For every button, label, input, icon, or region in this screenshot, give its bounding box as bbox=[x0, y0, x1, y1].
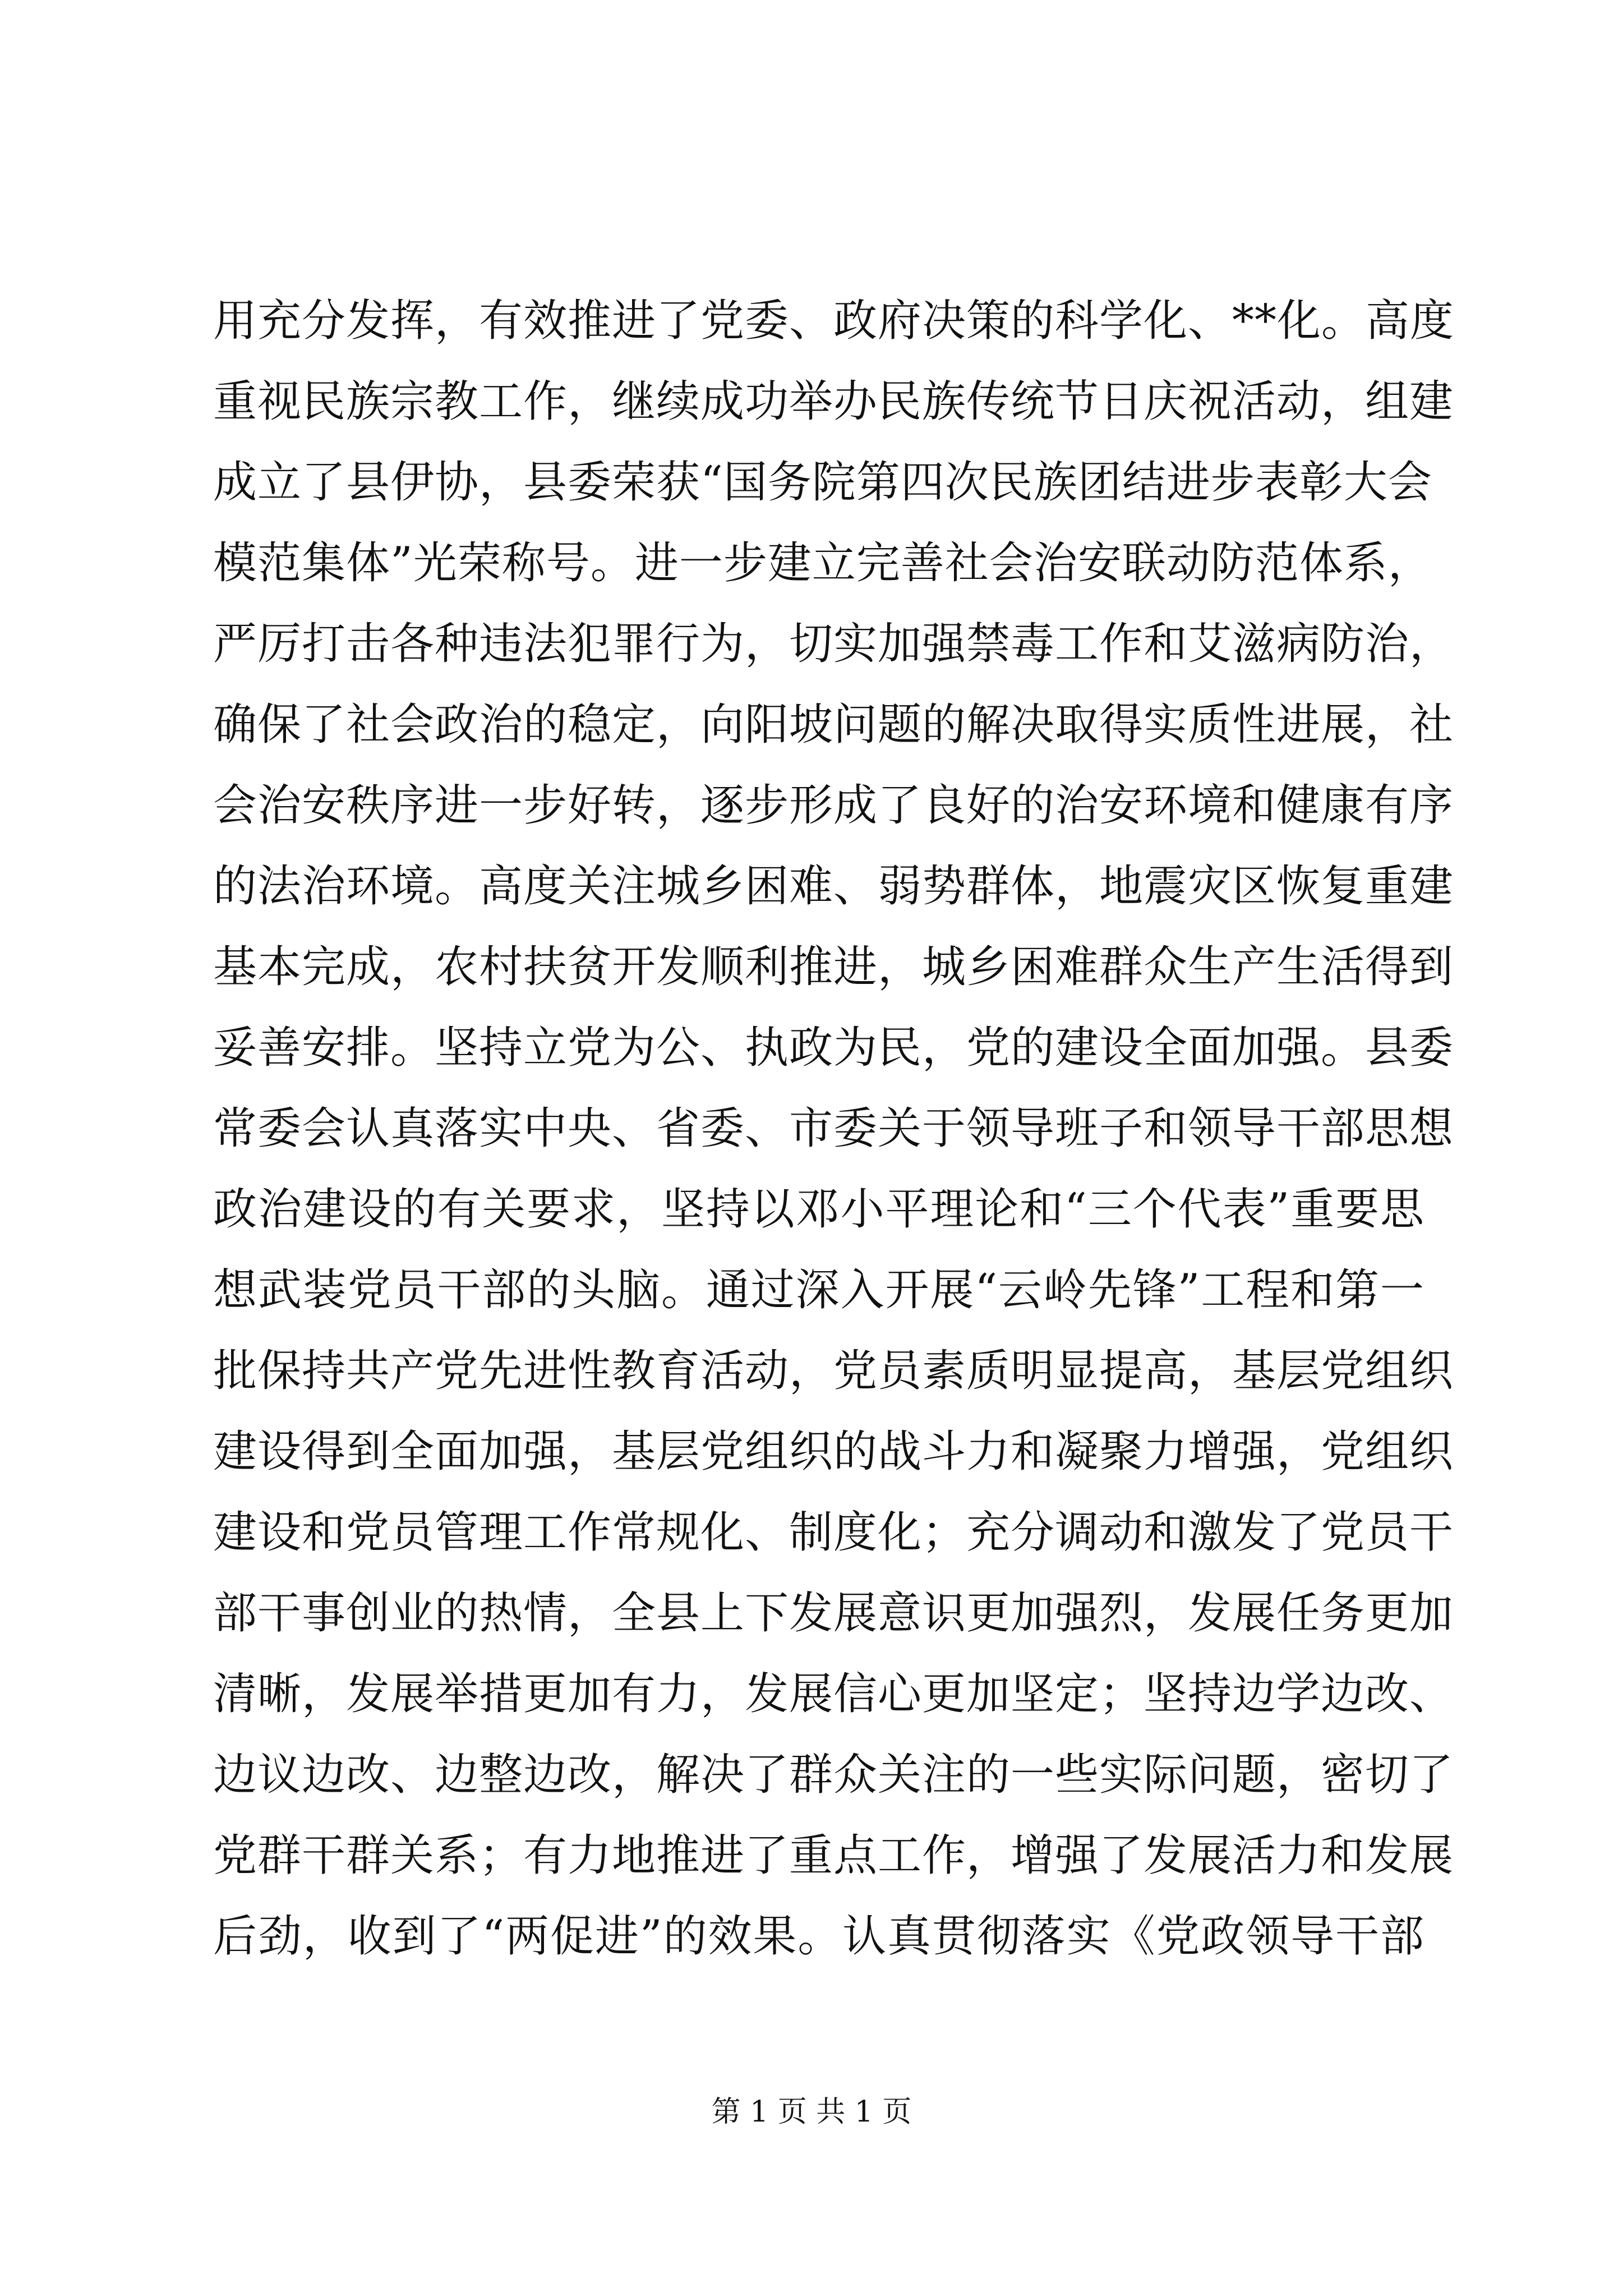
text-line-14: 批保持共产党先进性教育活动，党员素质明显提高，基层党组织 bbox=[213, 1346, 1454, 1396]
text-line-8: 的法治环境。高度关注城乡困难、弱势群体，地震灾区恢复重建 bbox=[213, 861, 1454, 912]
text-line-21: 后劲，收到了“两促进”的效果。认真贯彻落实《党政领导干部 bbox=[213, 1911, 1424, 1962]
text-line-6: 确保了社会政治的稳定，向阳坡问题的解决取得实质性进展，社 bbox=[213, 700, 1454, 750]
page-number-footer: 第 1 页 共 1 页 bbox=[711, 2095, 912, 2129]
text-line-5: 严厉打击各种违法犯罪行为，切实加强禁毒工作和艾滋病防治， bbox=[213, 619, 1454, 669]
text-line-10: 妥善安排。坚持立党为公、执政为民，党的建设全面加强。县委 bbox=[213, 1023, 1454, 1073]
text-line-20: 党群干群关系；有力地推进了重点工作，增强了发展活力和发展 bbox=[213, 1830, 1454, 1881]
text-line-1: 用充分发挥，有效推进了党委、政府决策的科学化、**化。高度 bbox=[213, 296, 1455, 346]
text-line-7: 会治安秩序进一步好转，逐步形成了良好的治安环境和健康有序 bbox=[213, 780, 1454, 831]
text-line-4: 模范集体”光荣称号。进一步建立完善社会治安联动防范体系， bbox=[213, 538, 1432, 588]
text-line-19: 边议边改、边整边改，解决了群众关注的一些实际问题，密切了 bbox=[213, 1750, 1454, 1800]
body-paragraph bbox=[213, 280, 1455, 1977]
text-line-15: 建设得到全面加强，基层党组织的战斗力和凝聚力增强，党组织 bbox=[213, 1427, 1454, 1477]
text-line-17: 部干事创业的热情，全县上下发展意识更加强烈，发展任务更加 bbox=[213, 1588, 1454, 1639]
text-line-9: 基本完成，农村扶贫开发顺利推进，城乡困难群众生产生活得到 bbox=[213, 942, 1454, 992]
text-line-3: 成立了县伊协，县委荣获“国务院第四次民族团结进步表彰大会 bbox=[213, 457, 1432, 508]
text-line-16: 建设和党员管理工作常规化、制度化；充分调动和激发了党员干 bbox=[213, 1507, 1454, 1558]
text-line-18: 清晰，发展举措更加有力，发展信心更加坚定；坚持边学边改、 bbox=[213, 1669, 1454, 1719]
text-line-2: 重视民族宗教工作，继续成功举办民族传统节日庆祝活动，组建 bbox=[213, 376, 1454, 427]
text-line-11: 常委会认真落实中央、省委、市委关于领导班子和领导干部思想 bbox=[213, 1103, 1454, 1154]
text-line-12: 政治建设的有关要求，坚持以邓小平理论和“三个代表”重要思 bbox=[213, 1184, 1424, 1235]
text-line-13: 想武装党员干部的头脑。通过深入开展“云岭先锋”工程和第一 bbox=[213, 1265, 1424, 1315]
